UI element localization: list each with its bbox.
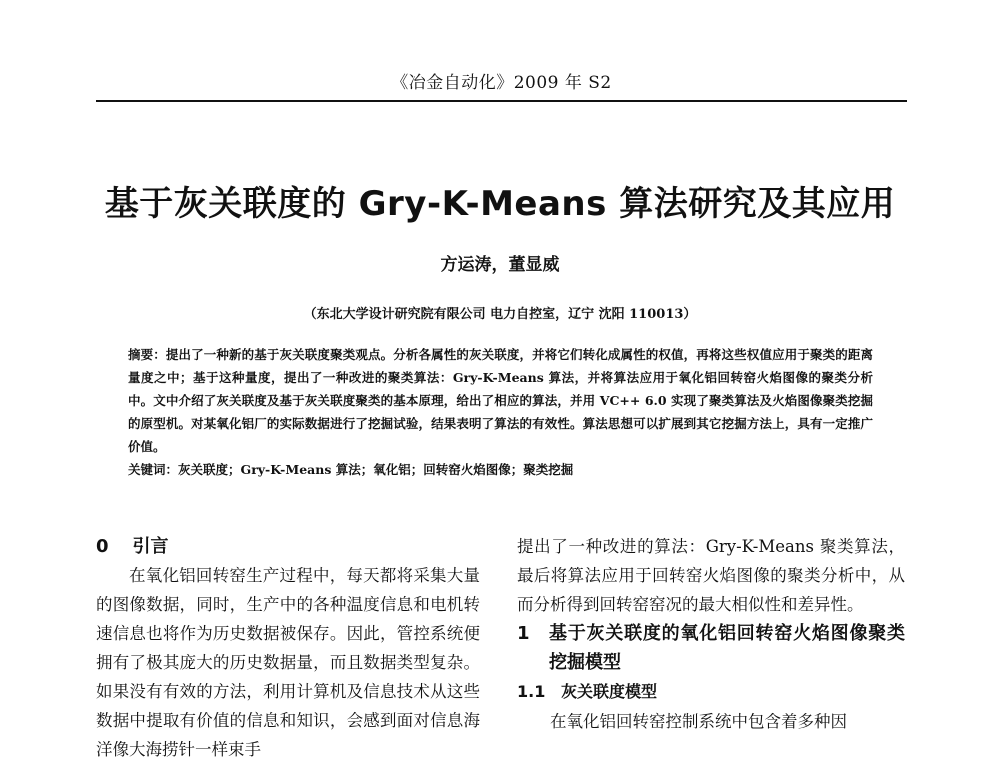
section-0-number: 0 <box>96 536 109 557</box>
section-1-1-number: 1.1 <box>517 682 546 701</box>
keywords <box>128 458 873 481</box>
section-0-title: 引言 <box>132 536 169 557</box>
authors: 方运涛，董显威 <box>440 255 560 275</box>
section-1-1-title: 灰关联度模型 <box>561 682 658 701</box>
abstract-label: 摘要： <box>128 347 166 362</box>
section-1-number: 1 <box>517 623 530 644</box>
section-1-1-paragraph: 在氧化铝回转窑控制系统中包含着多种因 <box>550 712 847 731</box>
keywords-text: 灰关联度；Gry-K-Means 算法；氧化铝；回转窑火焰图像；聚类挖掘 <box>178 462 574 477</box>
paper-title: 基于灰关联度的 Gry-K-Means 算法研究及其应用 <box>104 184 896 224</box>
section-1-title: 基于灰关联度的氧化铝回转窑火焰图像聚类挖掘模型 <box>549 623 905 673</box>
section-1-heading <box>517 619 905 677</box>
keywords-label: 关键词： <box>128 462 179 477</box>
section-0-paragraph: 在氧化铝回转窑生产过程中，每天都将采集大量的图像数据，同时，生产中的各种温度信息和电机转速信息也将作为历史数据被保存。因此，管控系统便拥有了极其庞大的历史数据量，而且数据类型复杂。如果没有有效的方法，利用计算机及信息技术从这些数据中提取有价值的信息和知识，会感到面对信息海洋像大海捞针一样束手 <box>96 566 480 759</box>
affiliation: （东北大学设计研究院有限公司 电力自控室，辽宁 沈阳 110013） <box>303 307 697 322</box>
abstract-block <box>128 343 873 481</box>
left-column <box>96 532 480 764</box>
continued-paragraph: 提出了一种改进的算法：Gry-K-Means 聚类算法，最后将算法应用于回转窑火焰图像的聚类分析中，从而分析得到回转窑窑况的最大相似性和差异性。 <box>517 537 905 614</box>
right-column <box>517 532 905 736</box>
section-1-1-heading <box>517 677 905 707</box>
section-0-heading <box>96 532 480 561</box>
journal-header: 《冶金自动化》2009 年 S2 <box>391 73 612 93</box>
abstract-text: 提出了一种新的基于灰关联度聚类观点。分析各属性的灰关联度，并将它们转化成属性的权值，再将这些权值应用于聚类的距离量度之中；基于这种量度，提出了一种改进的聚类算法：Gry-K-Means 算法，并将算法应用于氧化铝回转窑火焰图像的聚类分析中。文中介绍了灰关联度及基于灰关联度聚类的基本原理，给出了相应的算法，并用 VC++ 6.0 实现了聚类算法及火焰图像聚类挖掘的原型机。对某氧化铝厂的实际数据进行了挖掘试验，结果表明了算法的有效性。算法思想可以扩展到其它挖掘方法上，具有一定推广价值。 <box>128 347 873 454</box>
abstract <box>128 343 873 458</box>
header-rule <box>96 100 907 102</box>
